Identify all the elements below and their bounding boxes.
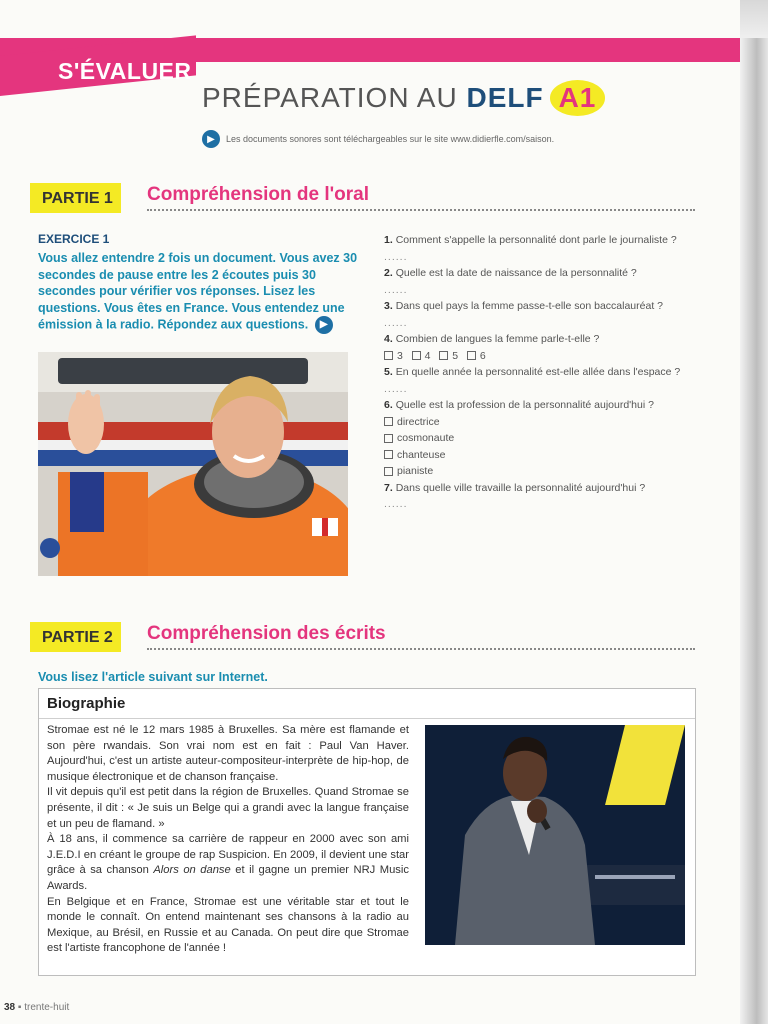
- singer-photo: [425, 725, 685, 945]
- question-4-options: 3 4 5 6: [384, 348, 702, 365]
- checkbox[interactable]: [384, 467, 393, 476]
- question-7: 7. Dans quelle ville travaille la personnalité aujourd'hui ?: [384, 481, 646, 494]
- answer-blank: ......: [384, 250, 408, 263]
- page-word: trente-huit: [24, 1002, 70, 1013]
- questions-list: [384, 232, 702, 513]
- option-pianiste: pianiste: [384, 463, 702, 480]
- option-chanteuse: chanteuse: [384, 447, 702, 464]
- answer-blank: ......: [384, 498, 408, 510]
- checkbox[interactable]: [384, 450, 393, 459]
- part2-tag: PARTIE 2: [34, 622, 121, 652]
- audio-note-text: Les documents sonores sont téléchargeables sur le site www.didierfle.com/saison.: [226, 134, 555, 144]
- page-title: [202, 80, 605, 116]
- biography-article: [38, 688, 696, 976]
- book-spine-edge: [740, 38, 768, 1024]
- title-main: PRÉPARATION AU: [202, 82, 467, 113]
- answer-blank: ......: [384, 283, 408, 296]
- singer-illustration: [425, 725, 685, 945]
- section-label: S'ÉVALUER: [58, 58, 192, 84]
- question-6: 6. Quelle est la profession de la personnalité aujourd'hui ?: [384, 399, 654, 411]
- part2-lead: Vous lisez l'article suivant sur Internet.: [38, 670, 268, 684]
- question-2: 2. Quelle est la date de naissance de la personnalité ?: [384, 267, 637, 279]
- exercise-instructions: [38, 250, 358, 334]
- checkbox[interactable]: [412, 351, 421, 360]
- option-directrice: directrice: [384, 414, 702, 431]
- part2-divider: [147, 648, 695, 650]
- audio-note: [202, 130, 554, 148]
- instructions-text: Vous allez entendre 2 fois un document. Vous avez 30 secondes de pause entre les 2 écoutes puis 30 secondes pour vérifier vos réponses. Lisez les questions. Vous êtes en France. Vous entendez une émission à la radio. Répondez aux questions.: [38, 251, 358, 332]
- exercise-label: EXERCICE 1: [38, 232, 110, 246]
- part1-tag: PARTIE 1: [34, 183, 121, 213]
- answer-blank: ......: [384, 382, 408, 395]
- question-4: 4. Combien de langues la femme parle-t-elle ?: [384, 333, 600, 345]
- part1-divider: [147, 209, 695, 211]
- checkbox[interactable]: [384, 434, 393, 443]
- checkbox[interactable]: [384, 351, 393, 360]
- question-1: 1. Comment s'appelle la personnalité dont parle le journaliste ?: [384, 234, 677, 246]
- part2-title: Compréhension des écrits: [147, 623, 386, 644]
- article-paragraph: Stromae est né le 12 mars 1985 à Bruxelles. Sa mère est flamande et son père rwandais. Son vrai nom est en fait : Paul Van Haver. Aujourd'hui, c'est un artiste auteur-compositeur-interprète de hip-hop, de musique électronique et de chanson française.: [47, 724, 409, 783]
- article-divider: [39, 718, 695, 719]
- checkbox[interactable]: [439, 351, 448, 360]
- question-3: 3. Dans quel pays la femme passe-t-elle son baccalauréat ?: [384, 300, 663, 312]
- page-number: 38: [4, 1002, 16, 1013]
- astronaut-illustration: [38, 352, 348, 576]
- part1-title: Compréhension de l'oral: [147, 184, 369, 205]
- astronaut-photo: [38, 352, 348, 576]
- answer-blank: ......: [384, 316, 408, 329]
- speaker-icon: ▶: [315, 316, 333, 334]
- speaker-icon: ▶: [202, 130, 220, 148]
- option-cosmonaute: cosmonaute: [384, 430, 702, 447]
- article-paragraph: En Belgique et en France, Stromae est une véritable star et tout le monde le connaît. On entend maintenant ses chansons à la radio au Mexique, au Brésil, en Russie et au Canada. On peut dire que Stromae est l'artiste francophone de l'année !: [47, 895, 409, 955]
- article-body: [47, 723, 409, 957]
- page-footer: 38 ▪ trente-huit: [4, 1002, 70, 1013]
- title-delf: DELF: [466, 82, 544, 113]
- article-title: Biographie: [47, 695, 126, 712]
- level-badge: A1: [550, 80, 606, 116]
- question-5: 5. En quelle année la personnalité est-elle allée dans l'espace ?: [384, 366, 681, 378]
- article-paragraph: Il vit depuis qu'il est petit dans la région de Bruxelles. Quand Stromae se présente, il dit : « Je suis un Belge qui a grandi avec la langue française et un peu de flamand. »: [47, 786, 409, 830]
- checkbox[interactable]: [467, 351, 476, 360]
- article-paragraph: À 18 ans, il commence sa carrière de rappeur en 2000 avec son ami J.E.D.I en créant le groupe de rap Suspicion. En 2009, il devient une star grâce à sa chanson Alors on danse et il gagne un premier NRJ Music Awards.: [47, 833, 409, 892]
- checkbox[interactable]: [384, 417, 393, 426]
- song-title: Alors on danse: [153, 864, 231, 877]
